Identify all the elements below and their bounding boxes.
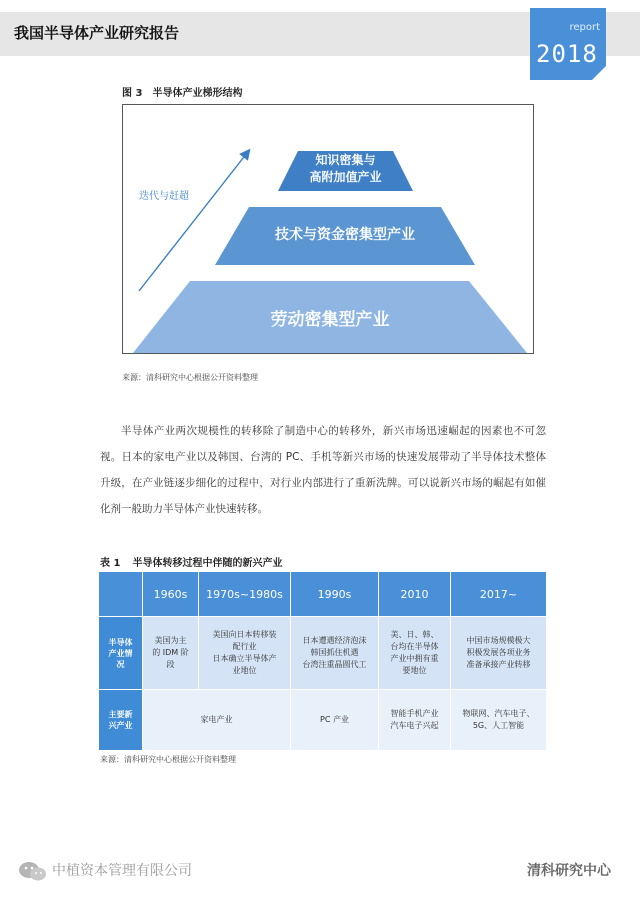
table-cell: 美国向日本转移装 配行业 日本确立半导体产 业地位 bbox=[199, 617, 291, 690]
brand-logo: 清科研究中心 bbox=[527, 863, 611, 879]
year-badge bbox=[530, 8, 606, 80]
table-header-row bbox=[99, 572, 547, 617]
arrow-label: 迭代与赶超 bbox=[139, 191, 189, 202]
progress-arrow bbox=[139, 153, 247, 291]
table-cell: 美国为主 的 IDM 阶 段 bbox=[143, 617, 199, 690]
table-cell: 物联网、汽车电子、 5G、人工智能 bbox=[451, 690, 547, 751]
tier-label-middle: 技术与资金密集型产业 bbox=[275, 227, 415, 243]
table-cell: 日本遭遇经济泡沫 韩国抓住机遇 台湾注重晶圆代工 bbox=[291, 617, 379, 690]
tier-label-top: 知识密集与 高附加值产业 bbox=[309, 153, 382, 184]
figure-source: 来源：清科研究中心根据公开资料整理 bbox=[122, 373, 258, 382]
pyramid-figure bbox=[122, 104, 534, 354]
wechat-icon bbox=[18, 860, 48, 882]
body-paragraph: 半导体产业两次规模性的转移除了制造中心的转移外，新兴市场迅速崛起的因素也不可忽视。日本的家电产业以及韩国、台湾的 PC、手机等新兴市场的快速发展带动了半导体技术整体升级，在产业链逐步细化的过程中，对行业内部进行了重新洗牌。可以说新兴市场的崛起有如催化剂一般助力半导体产业快速转移。 bbox=[100, 425, 546, 515]
table-cell: 美、日、韩、 台均在半导体 产业中拥有重 要地位 bbox=[379, 617, 451, 690]
table-number: 表 1 bbox=[100, 558, 121, 569]
table-caption bbox=[100, 554, 282, 569]
table-title: 半导体转移过程中伴随的新兴产业 bbox=[132, 558, 283, 569]
table-cell: 家电产业 bbox=[143, 690, 291, 751]
table-cell: PC 产业 bbox=[291, 690, 379, 751]
table-cell: 智能手机产业 汽车电子兴起 bbox=[379, 690, 451, 751]
badge-year: 2018 bbox=[536, 40, 598, 68]
table-header-cell: 2017~ bbox=[451, 572, 547, 617]
figure-title: 半导体产业梯形结构 bbox=[152, 88, 243, 99]
badge-report-label: report bbox=[569, 22, 600, 33]
table-header-cell bbox=[99, 572, 143, 617]
table-source: 来源：清科研究中心根据公开资料整理 bbox=[100, 755, 236, 764]
transfer-table bbox=[98, 572, 547, 751]
body-text bbox=[100, 418, 546, 522]
company-name: 中植资本管理有限公司 bbox=[52, 863, 192, 879]
badge-fold-corner bbox=[592, 66, 606, 80]
figure-caption bbox=[122, 84, 242, 99]
table-header-cell: 2010 bbox=[379, 572, 451, 617]
tier-label-base: 劳动密集型产业 bbox=[270, 310, 390, 330]
table-header-cell: 1990s bbox=[291, 572, 379, 617]
row-header-industry-status: 半导体 产业情 况 bbox=[99, 617, 143, 690]
table-header-cell: 1970s~1980s bbox=[199, 572, 291, 617]
table-row bbox=[99, 617, 547, 690]
report-title: 我国半导体产业研究报告 bbox=[14, 24, 180, 42]
table-row bbox=[99, 690, 547, 751]
table-cell: 中国市场规模极大 积极发展各项业务 准备承接产业转移 bbox=[451, 617, 547, 690]
table-header-cell: 1960s bbox=[143, 572, 199, 617]
row-header-emerging-industries: 主要新 兴产业 bbox=[99, 690, 143, 751]
figure-number: 图 3 bbox=[122, 88, 143, 99]
